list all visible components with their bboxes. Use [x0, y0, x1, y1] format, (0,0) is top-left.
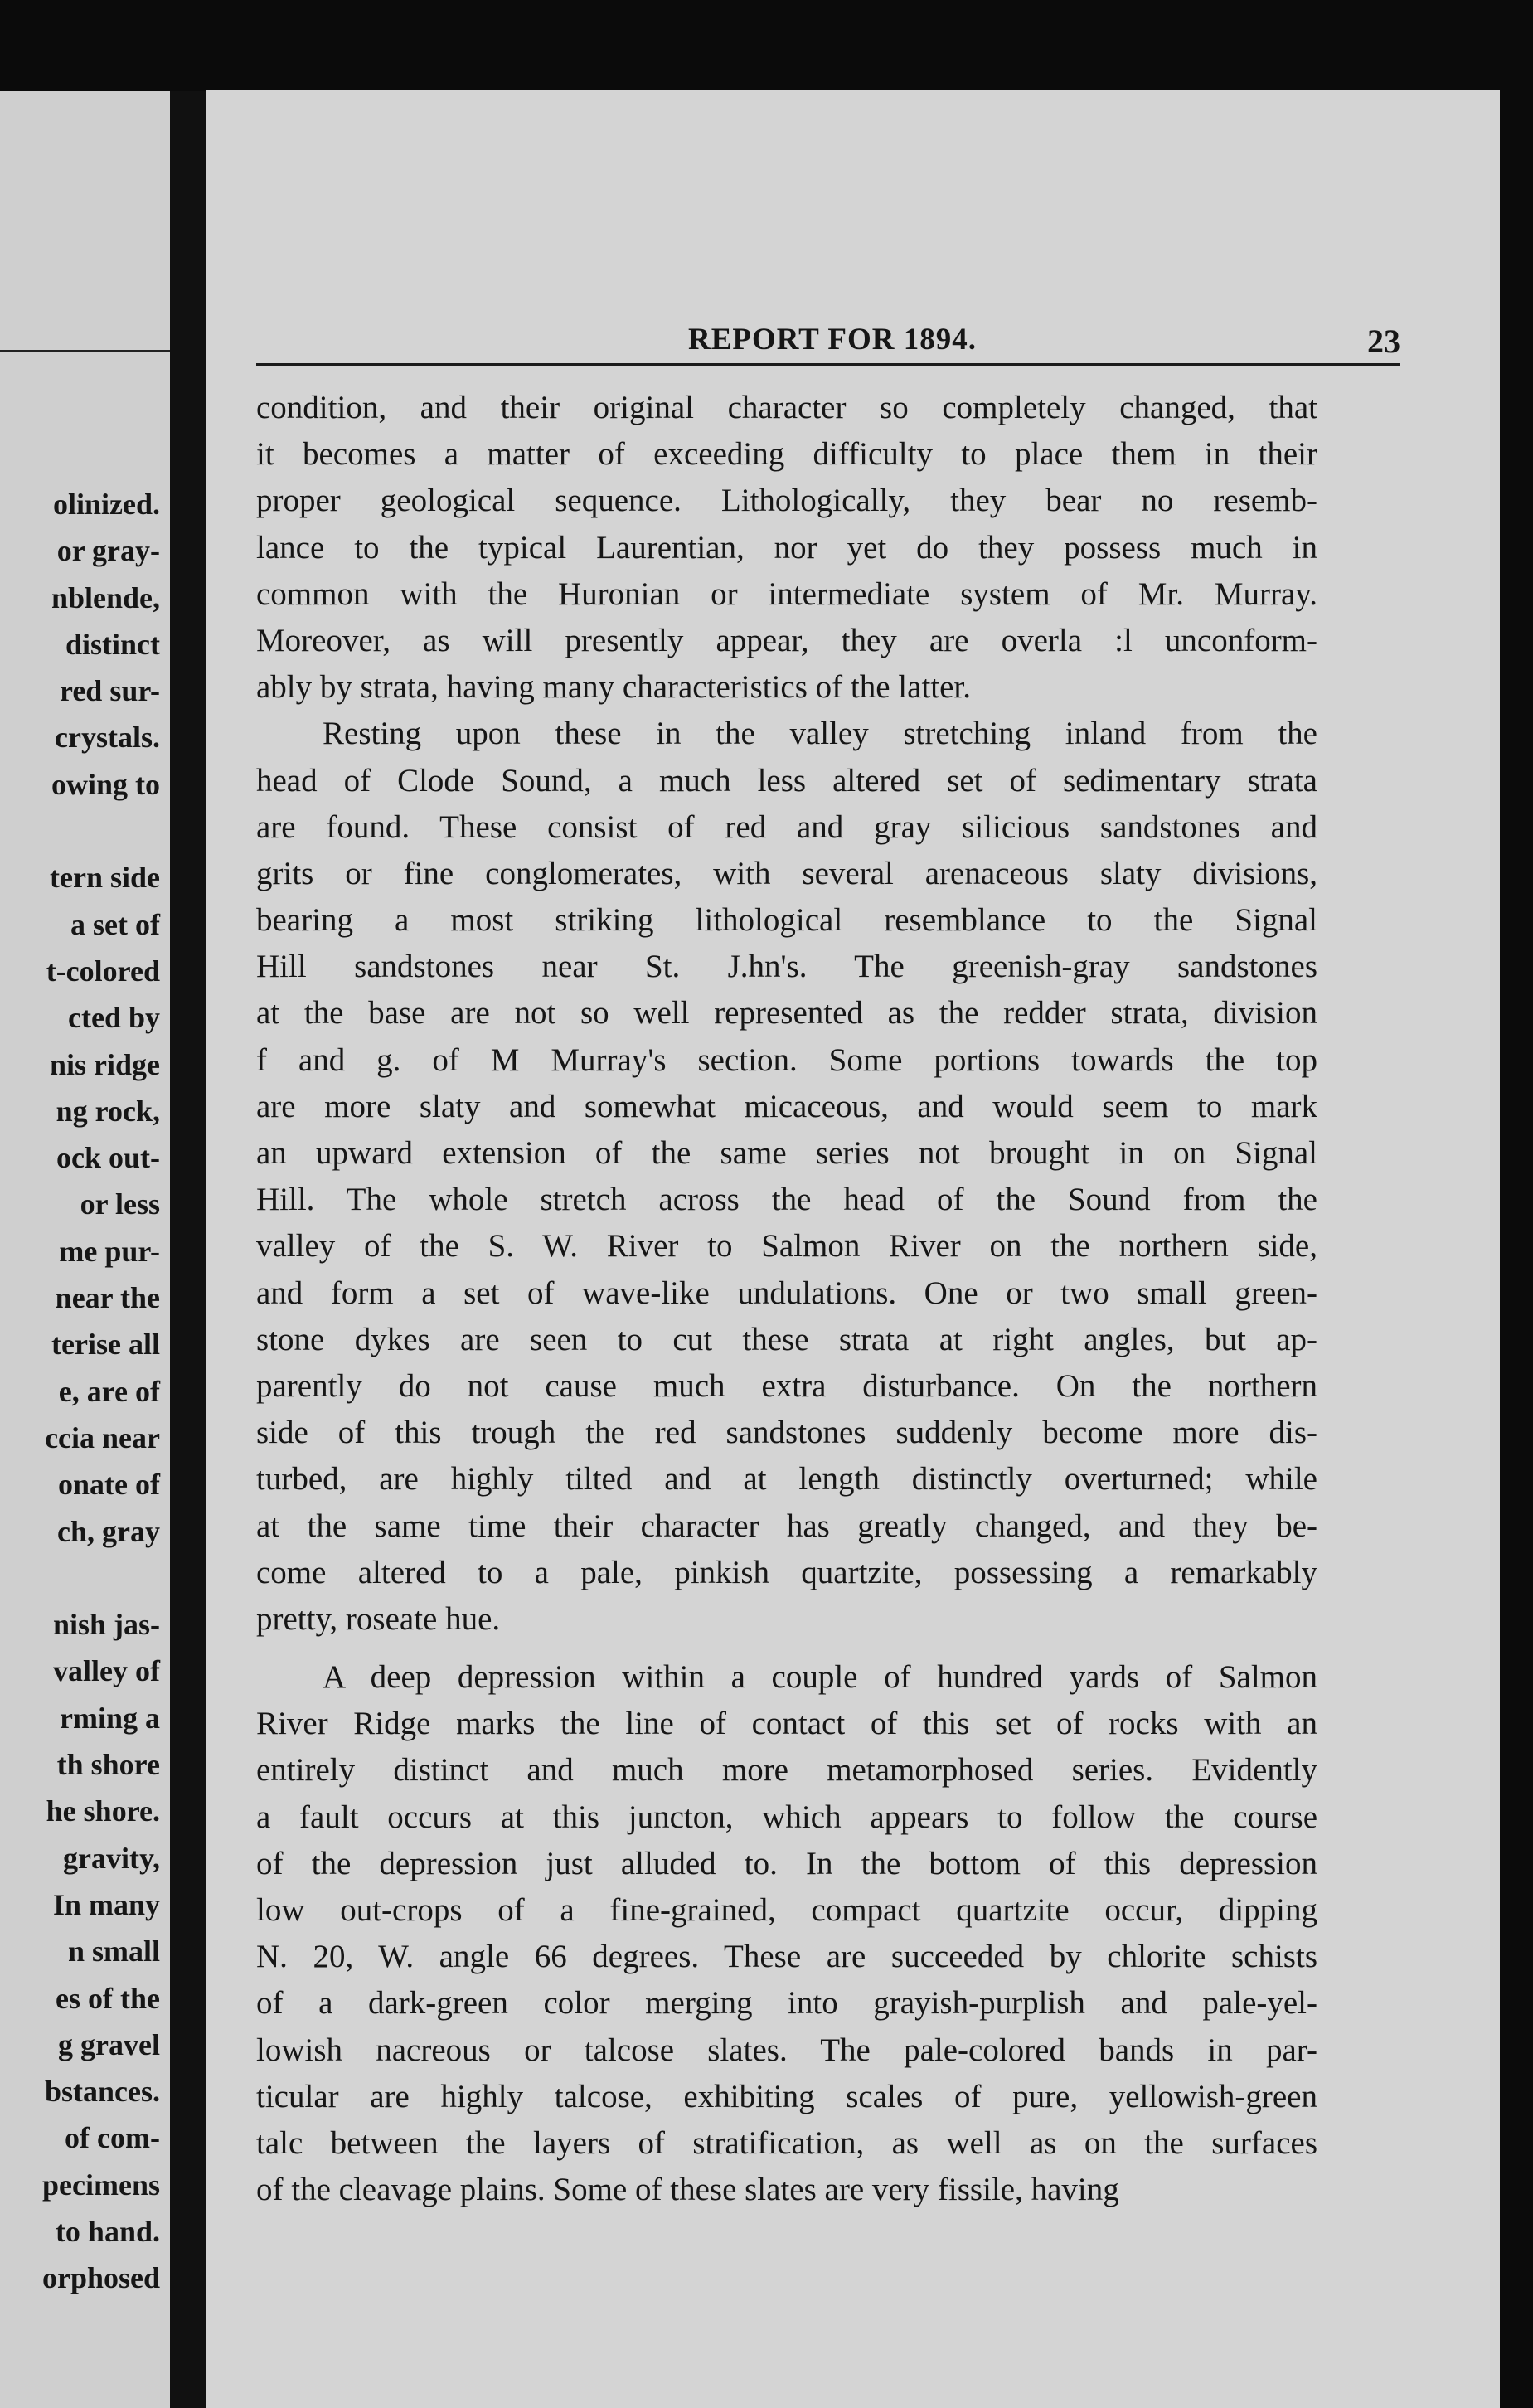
left-page-line: nblende,: [51, 580, 160, 614]
text-line: side of this trough the red sandstones suddenly become more dis-: [256, 1415, 1317, 1451]
left-page-line: me pur-: [59, 1234, 160, 1268]
text-line: an upward extension of the same series not brought in on Signal: [256, 1135, 1317, 1171]
left-page-line: es of the: [56, 1981, 160, 2015]
text-line: f and g. of M Murray's section. Some portions towards the top: [256, 1041, 1317, 1078]
right-page: [206, 90, 1500, 2408]
left-page-line: e, are of: [58, 1374, 160, 1408]
left-page-line: [0, 808, 160, 854]
left-page-line: distinct: [65, 627, 160, 661]
left-page-text-column: [0, 481, 160, 2302]
text-line: ably by strata, having many characteristics of the latter.: [256, 669, 972, 706]
left-page-line: th shore: [56, 1748, 160, 1782]
text-line: ticular are highly talcose, exhibiting scales of pure, yellowish-green: [256, 2078, 1317, 2114]
left-page-line: bstances.: [44, 2075, 160, 2109]
text-line: of the depression just alluded to. In the bottom of this depression: [256, 1845, 1317, 1881]
text-line: at the base are not so well represented as the redder strata, division: [256, 995, 1317, 1032]
left-page-line: g gravel: [58, 2027, 160, 2061]
left-page-line: olinized.: [52, 488, 160, 521]
left-page-line: In many: [52, 1887, 160, 1921]
text-line: talc between the layers of stratification, as well as on the surfaces: [256, 2124, 1317, 2161]
left-page-line: red sur-: [60, 674, 160, 708]
text-line: it becomes a matter of exceeding difficulty to place them in their: [256, 436, 1317, 473]
left-page-line: a set of: [70, 907, 160, 941]
text-line: stone dykes are seen to cut these strata at right angles, but ap-: [256, 1321, 1317, 1357]
text-line: of a dark-green color merging into grayish-purplish and pale-yel-: [256, 1985, 1317, 2022]
text-line: head of Clode Sound, a much less altered set of sedimentary strata: [256, 762, 1317, 799]
running-head: REPORT FOR 1894.: [687, 323, 978, 357]
body-text: [256, 385, 1317, 2213]
text-line: River Ridge marks the line of contact of this set of rocks with an: [256, 1706, 1317, 1742]
left-page-line: onate of: [58, 1468, 160, 1502]
header-rule: [256, 363, 1400, 366]
left-page-line: orphosed: [41, 2261, 160, 2295]
paragraph: [256, 1654, 1317, 2213]
page-header: [264, 322, 1400, 380]
left-page-line: t-colored: [46, 954, 160, 988]
left-page-line: crystals.: [55, 721, 160, 755]
text-line: valley of the S. W. River to Salmon River on the northern side,: [256, 1228, 1317, 1265]
text-line: Moreover, as will presently appear, they are overla :l unconform-: [256, 622, 1317, 658]
left-page-line: gravity,: [63, 1841, 160, 1875]
text-line: pretty, roseate hue.: [256, 1600, 501, 1637]
left-page-line: or less: [80, 1187, 160, 1221]
left-page-line: ng rock,: [56, 1094, 160, 1128]
left-page-header-rule: [0, 350, 170, 352]
left-page-line: cted by: [68, 1001, 160, 1035]
text-line: Resting upon these in the valley stretching inland from the: [323, 716, 1317, 752]
text-line: are more slaty and somewhat micaceous, and would seem to mark: [256, 1088, 1317, 1124]
left-page-line: ock out-: [56, 1141, 160, 1175]
left-page-line: near the: [55, 1281, 160, 1315]
book-gutter: [170, 91, 206, 2408]
left-page-line: pecimens: [42, 2168, 160, 2202]
left-page-line: nis ridge: [49, 1047, 160, 1081]
paragraph-gap: [256, 1643, 1317, 1654]
text-line: lowish nacreous or talcose slates. The pale-colored bands in par-: [256, 2032, 1317, 2068]
text-line: bearing a most striking lithological resemblance to the Signal: [256, 902, 1317, 939]
text-line: lance to the typical Laurentian, nor yet do they possess much in: [256, 529, 1317, 566]
left-page-line: owing to: [51, 767, 160, 801]
left-page-fragment: [0, 91, 170, 2408]
left-page-line: nish jas-: [52, 1608, 160, 1642]
text-line: Hill sandstones near St. J.hn's. The greenish-gray sandstones: [256, 949, 1317, 985]
paragraph: [256, 385, 1317, 711]
text-line: turbed, are highly tilted and at length distinctly overturned; while: [256, 1461, 1317, 1498]
left-page-line: n small: [67, 1935, 160, 1969]
text-line: at the same time their character has greatly changed, and they be-: [256, 1507, 1317, 1544]
paragraph: [256, 711, 1317, 1643]
text-line: are found. These consist of red and gray silicious sandstones and: [256, 808, 1317, 845]
left-page-line: to hand.: [55, 2214, 160, 2248]
text-line: a fault occurs at this juncton, which appears to follow the course: [256, 1799, 1317, 1835]
left-page-line: valley of: [53, 1654, 160, 1688]
text-line: proper geological sequence. Lithologically, they bear no resemb-: [256, 483, 1317, 519]
left-page-line: tern side: [50, 861, 160, 895]
left-page-line: ch, gray: [57, 1514, 160, 1548]
text-line: come altered to a pale, pinkish quartzite, possessing a remarkably: [256, 1554, 1317, 1590]
left-page-line: he shore.: [46, 1794, 160, 1828]
text-line: of the cleavage plains. Some of these slates are very fissile, having: [256, 2172, 1119, 2208]
text-line: A deep depression within a couple of hundred yards of Salmon: [323, 1659, 1317, 1696]
text-line: common with the Huronian or intermediate system of Mr. Murray.: [256, 575, 1317, 612]
left-page-line: or gray-: [56, 534, 160, 568]
text-line: and form a set of wave-like undulations. One or two small green-: [256, 1274, 1317, 1311]
left-page-line: rming a: [60, 1701, 160, 1735]
page-number: 23: [1367, 323, 1400, 360]
text-line: grits or fine conglomerates, with several arenaceous slaty divisions,: [256, 855, 1317, 891]
text-line: N. 20, W. angle 66 degrees. These are succeeded by chlorite schists: [256, 1939, 1317, 1975]
text-line: parently do not cause much extra disturbance. On the northern: [256, 1367, 1317, 1404]
left-page-line: ccia near: [45, 1420, 160, 1454]
text-line: low out-crops of a fine-grained, compact quartzite occur, dipping: [256, 1892, 1317, 1928]
left-page-line: of com-: [65, 2121, 160, 2155]
left-page-line: [0, 1555, 160, 1601]
left-page-line: terise all: [51, 1328, 160, 1362]
text-line: entirely distinct and much more metamorphosed series. Evidently: [256, 1752, 1317, 1789]
text-line: Hill. The whole stretch across the head of the Sound from the: [256, 1182, 1317, 1218]
text-line: condition, and their original character so completely changed, that: [256, 390, 1317, 425]
